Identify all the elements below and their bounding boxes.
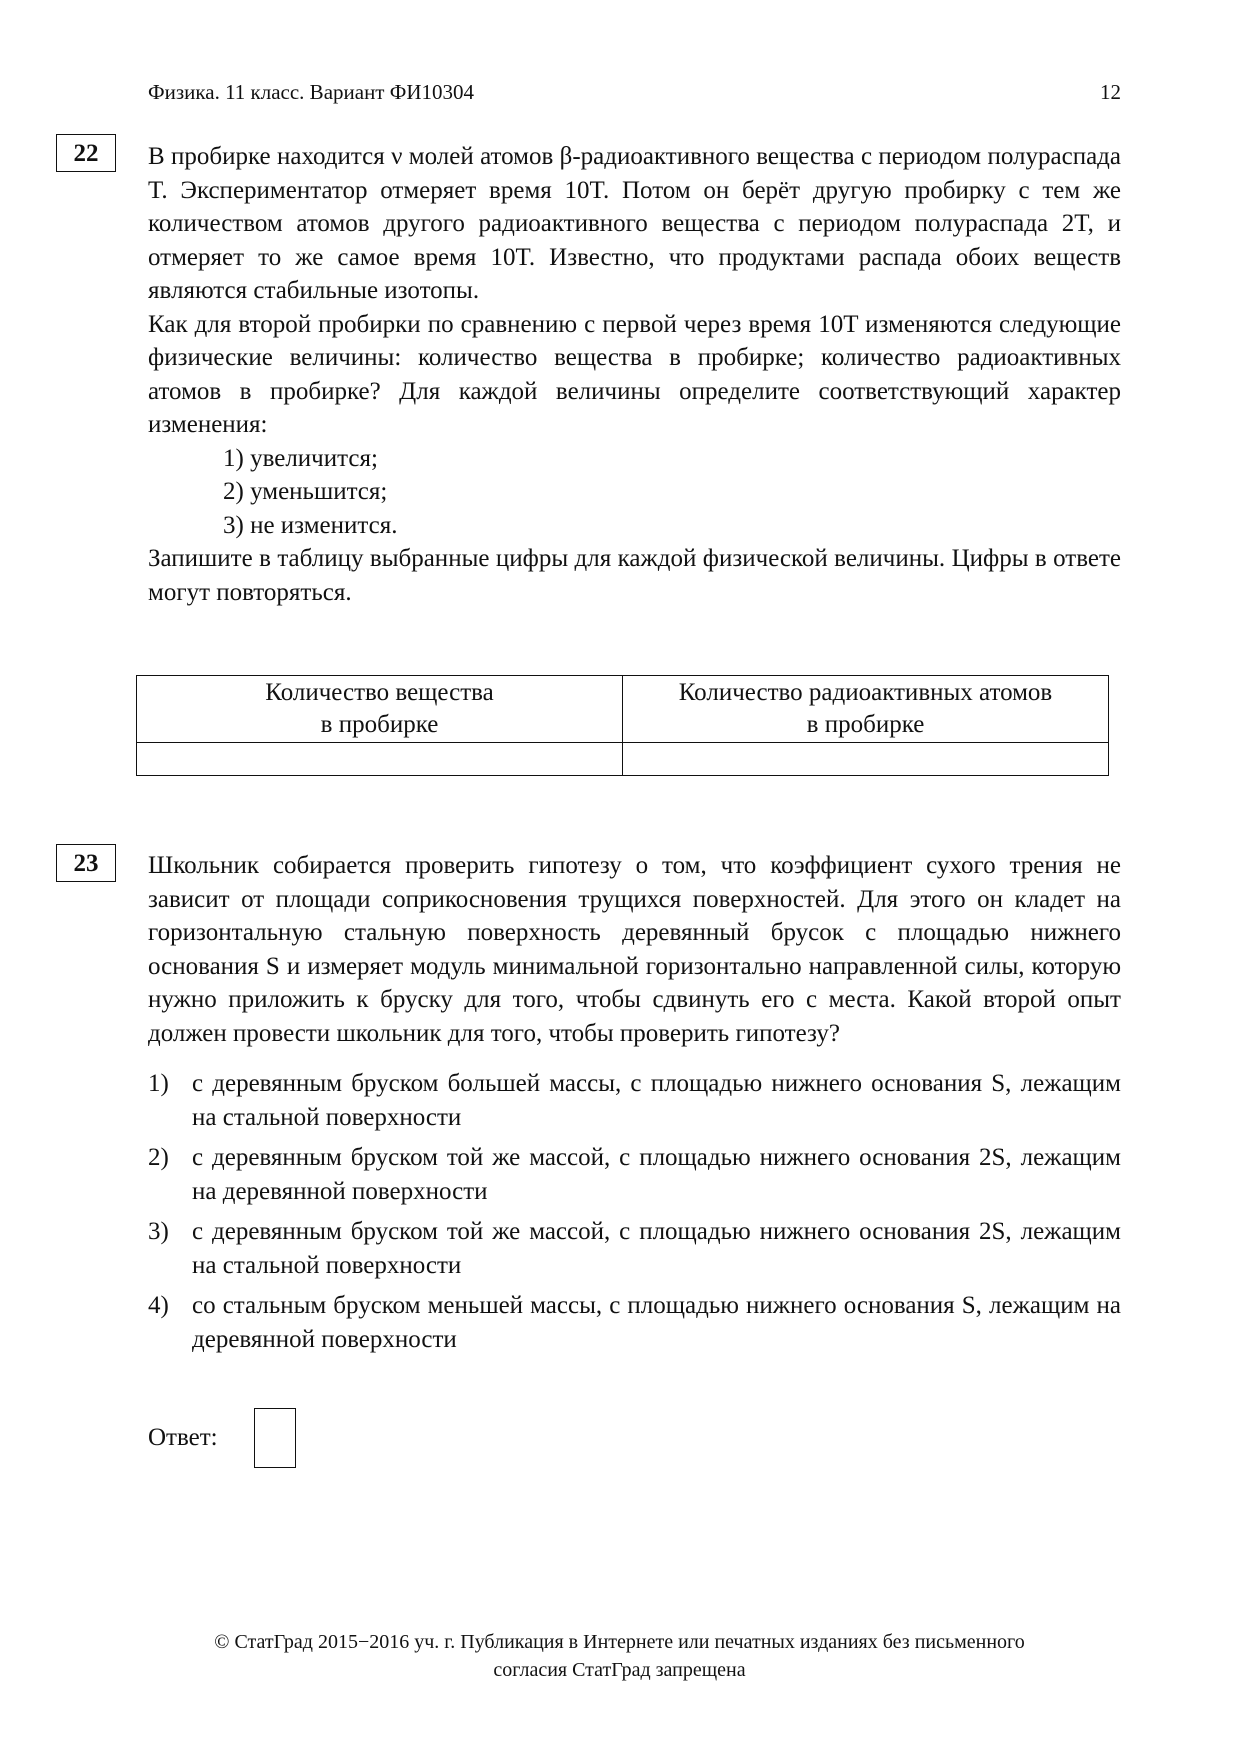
question-22-answer-table bbox=[136, 675, 1109, 776]
question-22-paragraph-3: Запишите в таблицу выбранные цифры для каждой физической величины. Цифры в ответе могут повторяться. bbox=[148, 545, 1121, 606]
page-header bbox=[148, 80, 1121, 105]
choice-4: 4) со стальным бруском меньшей массы, с площадью нижнего основания S, лежащим на деревянной поверхности bbox=[148, 1292, 1121, 1353]
question-23-body bbox=[148, 849, 1121, 1356]
question-22-paragraph-2: Как для второй пробирки по сравнению с первой через время 10T изменяются следующие физические величины: количество вещества в пробирке; количество радиоактивных атомов в пробирке? Для каждой величины определите соответствующий характер изменения: bbox=[148, 310, 1121, 438]
page-footer bbox=[0, 1628, 1239, 1684]
answer-cell-substance-amount[interactable] bbox=[137, 743, 623, 776]
page-number: 12 bbox=[1100, 80, 1121, 104]
option-increase: 1) увеличится; bbox=[223, 444, 378, 472]
option-unchanged: 3) не изменится. bbox=[223, 511, 398, 539]
choice-3: 3) с деревянным бруском той же массой, с площадью нижнего основания 2S, лежащим на стальной поверхности bbox=[148, 1218, 1121, 1279]
footer-line-1: © СтатГрад 2015−2016 уч. г. Публикация в Интернете или печатных изданиях без письменного bbox=[214, 1631, 1025, 1653]
question-22-body bbox=[148, 140, 1121, 609]
question-22-paragraph-1: В пробирке находится ν молей атомов β-радиоактивного вещества с периодом полураспада T. Экспериментатор отмеряет время 10T. Потом он берёт другую пробирку с тем же количеством атомов другого радиоактивного вещества с периодом полураспада 2T, и отмеряет то же самое время 10T. Известно, что продуктами распада обоих веществ являются стабильные изотопы. bbox=[148, 143, 1121, 304]
answer-cell-radioactive-atoms[interactable] bbox=[623, 743, 1109, 776]
table-header-substance-amount: Количество вещества в пробирке bbox=[137, 676, 623, 743]
answer-box[interactable] bbox=[254, 1408, 296, 1468]
table-header-row bbox=[137, 676, 1109, 743]
choice-1: 1) с деревянным бруском большей массы, с площадью нижнего основания S, лежащим на стальной поверхности bbox=[148, 1070, 1121, 1131]
question-22-options bbox=[223, 442, 1121, 543]
table-answer-row bbox=[137, 743, 1109, 776]
choice-2: 2) с деревянным бруском той же массой, с площадью нижнего основания 2S, лежащим на деревянной поверхности bbox=[148, 1144, 1121, 1205]
answer-label: Ответ: bbox=[148, 1424, 218, 1451]
table-header-radioactive-atoms: Количество радиоактивных атомов в пробирке bbox=[623, 676, 1109, 743]
footer-line-2: согласия СтатГрад запрещена bbox=[493, 1659, 746, 1681]
question-23-answer bbox=[148, 1408, 296, 1468]
option-decrease: 2) уменьшится; bbox=[223, 478, 388, 505]
question-23-number: 23 bbox=[56, 844, 116, 882]
question-23-text: Школьник собирается проверить гипотезу о том, что коэффициент сухого трения не зависит от площади соприкосновения трущихся поверхностей. Для этого он кладет на горизонтальную стальную поверхность деревянный брусок с площадью нижнего основания S и измеряет модуль минимальной горизонтально направленной силы, которую нужно приложить к бруску для того, чтобы сдвинуть его с места. Какой второй опыт должен провести школьник для того, чтобы проверить гипотезу? bbox=[148, 852, 1121, 1047]
document-title: Физика. 11 класс. Вариант ФИ10304 bbox=[148, 80, 474, 104]
question-22-number: 22 bbox=[56, 134, 116, 172]
